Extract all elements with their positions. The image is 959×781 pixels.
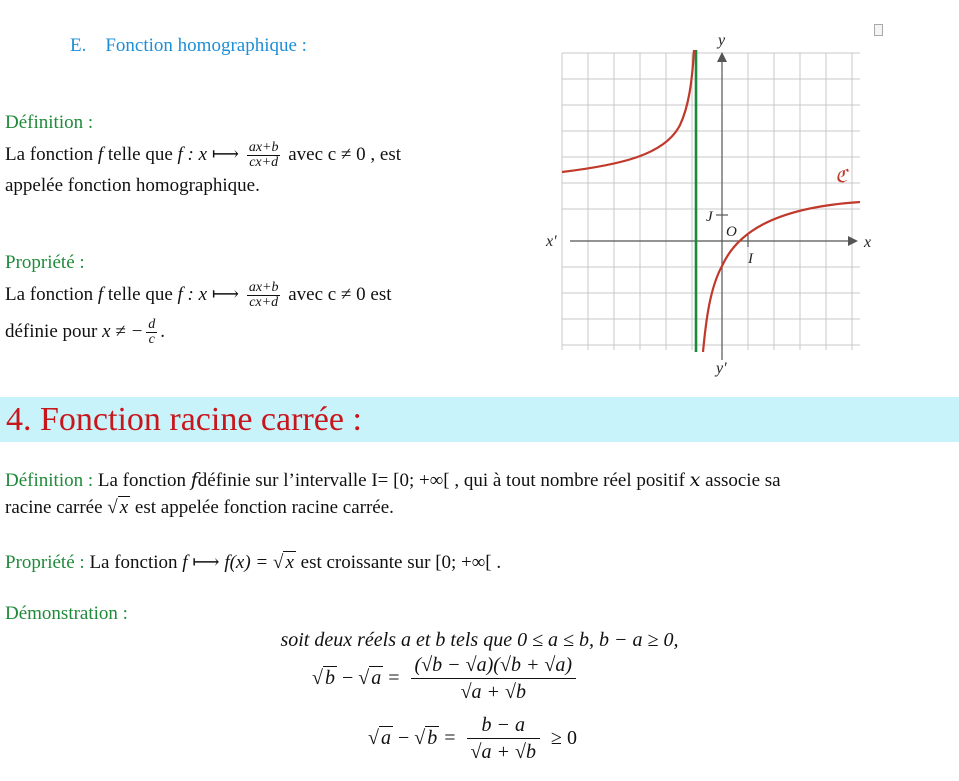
root-property-line <box>5 551 501 575</box>
grid <box>562 53 860 350</box>
fraction-numerator: ax+b <box>248 280 279 295</box>
domain-fraction-denominator: c <box>148 332 155 347</box>
equation-1-fraction <box>411 652 577 705</box>
mapping-expression: f : x ⟼ <box>177 283 244 305</box>
origin-label: O <box>726 224 737 240</box>
sqrt-x: √ x <box>107 497 129 518</box>
equation-2-fraction <box>467 712 540 765</box>
homographic-fraction <box>247 281 281 310</box>
definition-heading: Définition : <box>5 112 94 133</box>
equation-1: √ b − √ a = $\frac{(√b - √a)(√b + √a)}{√a + √b}$ <box>312 652 582 705</box>
homographic-fraction <box>247 141 281 170</box>
section-4-title: 4. Fonction racine carrée : <box>6 401 362 438</box>
sqrt-a: √ a <box>358 667 382 689</box>
demonstration-hypothesis: soit deux réels a et b tels que 0 ≤ a ≤ b, b − a ≥ 0, <box>280 629 679 651</box>
sqrt-x: √ x <box>273 552 294 573</box>
root-definition-line-2 <box>5 496 394 520</box>
definition-condition: avec c ≠ 0 , est <box>283 143 402 165</box>
equation-2-numerator: b − a <box>467 712 540 739</box>
sqrt-b: √ b <box>312 667 335 689</box>
sqrt-a: √ a <box>368 727 391 749</box>
x-axis-label: x <box>864 234 872 251</box>
equation-2-inequality: ≥ 0 <box>545 727 577 749</box>
domain-text: définie pour <box>5 320 103 342</box>
property-line-1 <box>5 281 392 310</box>
root-definition-line-1 <box>5 469 781 493</box>
y-prime-label: y' <box>716 360 727 377</box>
domain-condition: x ≠ − <box>102 320 144 342</box>
i-label: I <box>748 251 753 267</box>
equation-1-numerator: (√b − √a)(√b + √a) <box>411 652 577 679</box>
property-telle-que: telle que <box>103 283 178 305</box>
y-axis-label: y <box>718 32 726 49</box>
property-line-2 <box>5 318 165 347</box>
root-definition-prefix: racine carrée <box>5 497 108 518</box>
equation-2: √ a − √ b = $\frac{b - a}{√a + √b}$ ≥ 0 <box>368 714 577 763</box>
homographic-graph <box>540 30 880 380</box>
root-property-expression: f ⟼ f(x) = <box>182 552 274 573</box>
curve-label: ℭ <box>835 166 848 186</box>
root-definition-heading: Définition : <box>5 470 94 491</box>
definition-line-1 <box>5 141 401 170</box>
function-symbol: f <box>97 143 104 165</box>
definition-line-2: appelée fonction homographique. <box>5 175 260 196</box>
domain-period: . <box>160 320 166 342</box>
root-definition-text: La fonction 𝑓définie sur l’intervalle I= [0; +∞[ , qui à tout nombre réel positif 𝑥 associe sa <box>93 470 781 491</box>
x-prime-label: x' <box>546 233 557 250</box>
property-condition: avec c ≠ 0 est <box>283 283 392 305</box>
equation-1-denominator: √a + √b <box>460 681 527 703</box>
definition-telle-que: telle que <box>103 143 178 165</box>
fraction-numerator: ax+b <box>248 140 279 155</box>
domain-fraction-numerator: d <box>148 317 156 332</box>
root-property-heading: Propriété : <box>5 552 85 573</box>
demonstration-heading: Démonstration : <box>5 603 128 624</box>
equation-2-denominator: √a + √b <box>470 741 536 763</box>
fraction-denominator: cx+d <box>249 295 279 310</box>
j-label: J <box>706 209 713 225</box>
definition-text-prefix: La fonction <box>5 143 98 165</box>
root-definition-suffix: est appelée fonction racine carrée. <box>130 497 394 518</box>
section-e-title: E. Fonction homographique : <box>70 35 307 56</box>
mapping-expression: f : x ⟼ <box>177 143 244 165</box>
sqrt-b: √ b <box>414 727 438 749</box>
root-property-suffix: est croissante sur [0; +∞[ . <box>295 552 502 573</box>
fraction-denominator: cx+d <box>249 155 279 170</box>
function-symbol: f <box>97 283 104 305</box>
domain-fraction <box>146 318 157 347</box>
property-heading: Propriété : <box>5 252 85 273</box>
property-text-prefix: La fonction <box>5 283 98 305</box>
x-axis-arrow <box>848 236 858 246</box>
root-property-text: La fonction <box>84 552 183 573</box>
curve-left-branch <box>562 50 694 172</box>
